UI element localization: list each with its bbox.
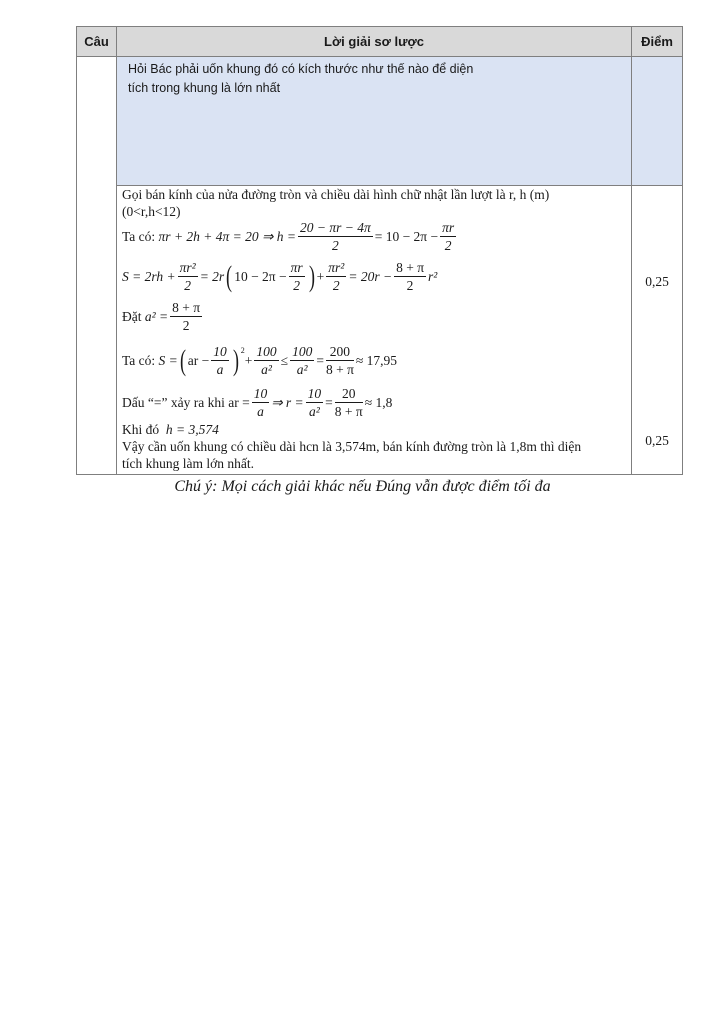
score-cell <box>632 186 683 475</box>
header-diem: Điểm <box>632 27 683 57</box>
condition-text: (0<r,h<12) <box>122 204 181 219</box>
eq4-num4: 200 <box>326 344 354 361</box>
eq3-frac <box>170 300 202 334</box>
eq4-num3: 100 <box>292 344 313 359</box>
eq4-frac4 <box>326 344 354 378</box>
eq4-den3: a² <box>296 362 308 377</box>
paren-close: ) <box>308 260 315 293</box>
paren-open: ( <box>226 260 233 293</box>
eq4-in: ar − <box>187 353 210 368</box>
eq2-d: = 20r − <box>348 269 393 284</box>
eq2-frac2 <box>289 260 305 294</box>
eq2-frac3 <box>326 260 346 294</box>
eq5-c: = <box>325 395 333 410</box>
eq4-b: + <box>244 353 253 368</box>
header-row <box>77 27 683 57</box>
eq4-pow: 2 <box>240 346 245 355</box>
eq1-frac2 <box>440 220 456 254</box>
eq5-den3: 8 + π <box>334 404 363 419</box>
eq1-num: 20 − πr − 4π <box>299 220 371 235</box>
paren-open-2: ( <box>179 344 186 377</box>
eq2-den2: 2 <box>293 278 300 293</box>
eq4-num1: 10 <box>213 344 227 359</box>
eq1-frac <box>298 220 373 254</box>
eq6: h = 3,574 <box>165 422 219 437</box>
eq4-frac1 <box>211 344 229 378</box>
eq2-c: + <box>316 269 325 284</box>
eq5-den1: a <box>257 404 264 419</box>
eq5-b: ⇒ r = <box>271 395 304 410</box>
eq1-den2: 2 <box>444 238 452 253</box>
eq4-den1: a <box>216 362 224 377</box>
eq5-num1: 10 <box>253 386 268 401</box>
equation-r <box>122 386 392 420</box>
eq2-a: S = 2rh + <box>122 269 176 284</box>
equation-s-bound <box>122 344 397 378</box>
conclusion-line-2: tích khung làm lớn nhất. <box>122 456 254 471</box>
eq5-a: ar = <box>228 395 250 410</box>
prompt-cell <box>117 57 632 186</box>
eq2-frac1 <box>178 260 198 294</box>
eq2-den1: 2 <box>184 278 192 293</box>
eq5-d: ≈ 1,8 <box>364 395 393 410</box>
grading-table <box>76 26 683 475</box>
score-2: 0,25 <box>645 433 669 448</box>
paren-close-2: ) <box>232 344 239 377</box>
header-loi-giai: Lời giải sơ lược <box>117 27 632 57</box>
eq1-left: πr + 2h + 4π = 20 ⇒ h = <box>158 229 296 244</box>
khi-do-line <box>122 422 219 438</box>
eq4-den2: a² <box>261 362 272 377</box>
eq1-num2: πr <box>442 220 455 235</box>
eq5-num3: 20 <box>335 386 363 403</box>
eq4-frac3 <box>290 344 314 378</box>
eq5-frac1 <box>252 386 270 420</box>
eq4-e: ≈ 17,95 <box>355 353 398 368</box>
eq2-num2: πr <box>290 260 303 275</box>
eq4-den4: 8 + π <box>325 362 354 377</box>
score-1: 0,25 <box>645 274 669 289</box>
eq2-e: r² <box>428 269 438 284</box>
eq4-a: S = <box>158 353 178 368</box>
eq5-den2: a² <box>308 404 320 419</box>
eq2-num4: 8 + π <box>396 260 425 275</box>
eq5-frac3 <box>335 386 363 420</box>
equation-s <box>122 260 437 294</box>
equation-a <box>122 300 204 334</box>
equation-h <box>122 220 458 254</box>
eq2-num1: πr² <box>179 260 196 275</box>
eq2-den3: 2 <box>332 278 340 293</box>
eq4-c: ≤ <box>280 353 289 368</box>
intro-text: Gọi bán kính của nửa đường tròn và chiều dài hình chữ nhật lần lượt là r, h (m) <box>122 187 550 202</box>
prompt-line-1: Hỏi Bác phải uốn khung đó có kích thước như thế nào để diện <box>128 62 474 76</box>
eq1-den: 2 <box>331 238 339 253</box>
eq2-b: = 2r <box>199 269 225 284</box>
dau-label: Dấu “=” xảy ra khi <box>122 395 225 410</box>
header-cau: Câu <box>77 27 117 57</box>
prompt-line-2: tích trong khung là lớn nhất <box>128 81 281 95</box>
eq1-mid: = 10 − 2π − <box>374 229 439 244</box>
eq2-in: 10 − 2π − <box>234 269 287 284</box>
cau-cell <box>77 57 117 475</box>
prompt-score-cell <box>632 57 683 186</box>
ta-co-label: Ta có: <box>122 229 156 244</box>
conclusion-line-1: Vậy cần uốn khung có chiều dài hcn là 3,574m, bán kính đường tròn là 1,8m thì diện <box>122 439 582 454</box>
eq5-num2: 10 <box>307 386 322 401</box>
dat-label: Đặt <box>122 309 142 324</box>
prompt-row <box>77 57 683 186</box>
ta-co2-label: Ta có: <box>122 353 156 368</box>
eq4-frac2 <box>254 344 278 378</box>
grading-note: Chú ý: Mọi cách giải khác nếu Đúng vẫn được điểm tối đa <box>174 478 551 495</box>
eq2-den4: 2 <box>406 278 414 293</box>
khi-do-label: Khi đó <box>122 422 160 437</box>
eq3-a: a² = <box>144 309 169 324</box>
solution-cell <box>117 186 632 475</box>
eq5-frac2 <box>306 386 324 420</box>
eq2-num3: πr² <box>328 260 345 275</box>
eq4-num2: 100 <box>256 344 277 359</box>
eq2-frac4 <box>394 260 426 294</box>
eq4-d: = <box>316 353 324 368</box>
eq3-num: 8 + π <box>172 300 201 315</box>
solution-row <box>77 186 683 475</box>
eq3-den: 2 <box>182 318 190 333</box>
